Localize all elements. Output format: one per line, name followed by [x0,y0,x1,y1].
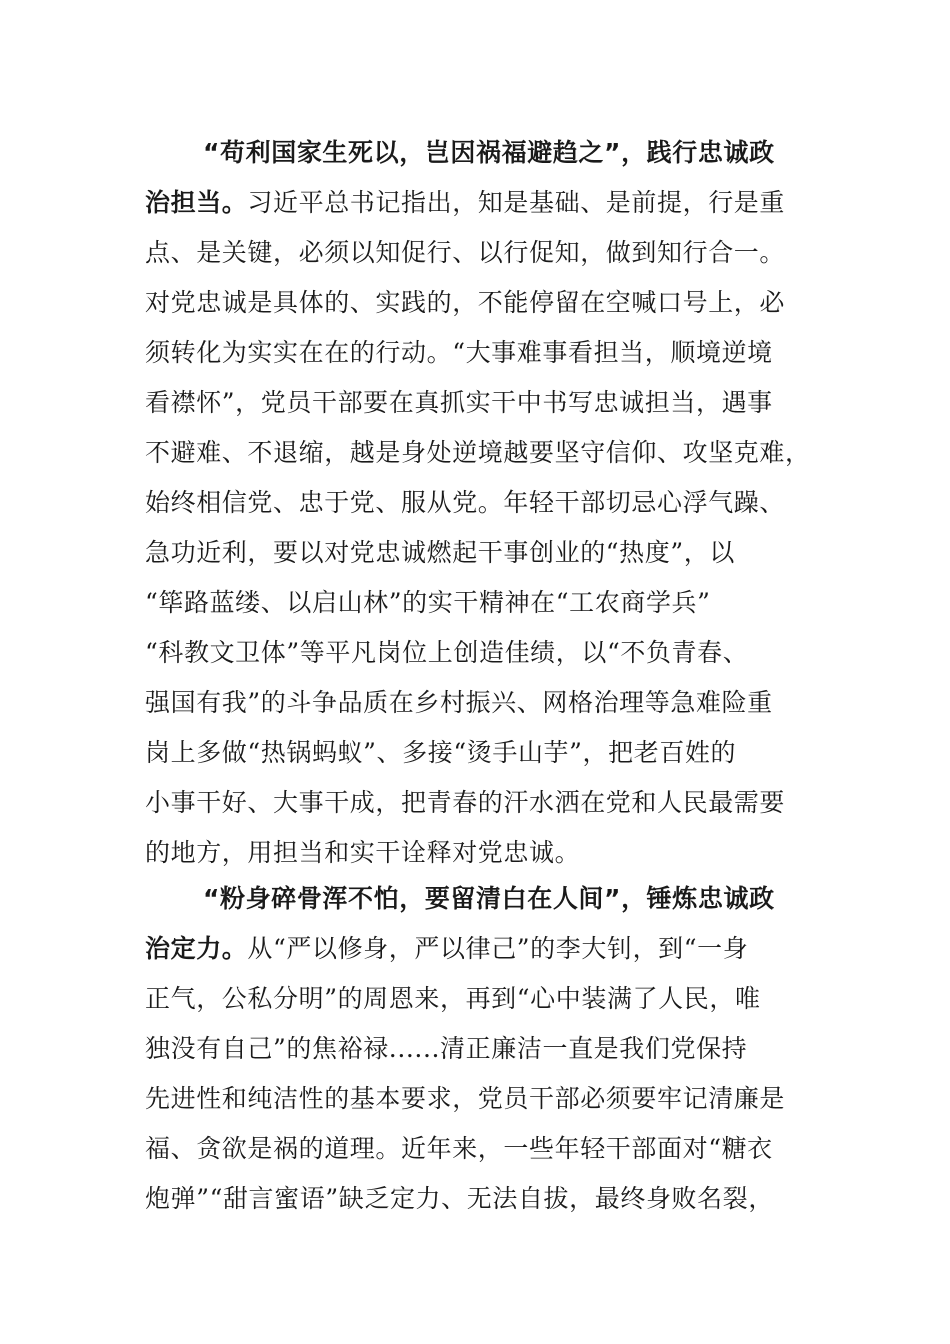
paragraph1-line: 点、是关键，必须以知促行、以行促知，做到知行合一。 [145,238,786,267]
paragraph2-line: 独没有自己”的焦裕禄......清正廉洁一直是我们党保持 [145,1034,748,1063]
paragraph1-line: 不避难、不退缩，越是身处逆境越要坚守信仰、攻坚克难， [145,438,811,467]
paragraph1-line: 始终相信党、忠于党、服从党。年轻干部切忌心浮气躁、 [145,488,786,517]
paragraph1-heading-end: 治担当。 [145,188,248,217]
paragraph1-line: 急功近利，要以对党忠诚燃起干事创业的“热度”，以 [145,538,735,567]
paragraph1-line: 小事干好、大事干成，把青春的汗水洒在党和人民最需要 [145,788,786,817]
paragraph1-heading: “苟利国家生死以，岂因祸福避趋之”，践行忠诚政 [203,138,775,167]
paragraph1-line: 强国有我”的斗争品质在乡村振兴、网格治理等急难险重 [145,688,773,717]
paragraph1-line: 须转化为实实在在的行动。“大事难事看担当，顺境逆境 [145,338,773,367]
paragraph2-line: 福、贪欲是祸的道理。近年来，一些年轻干部面对“糖衣 [145,1134,773,1163]
paragraph1-line: 对党忠诚是具体的、实践的，不能停留在空喊口号上，必 [145,288,786,317]
paragraph1-line [145,178,805,228]
paragraph1-line: 岗上多做“热锅蚂蚁”、多接“烫手山芋”，把老百姓的 [145,738,737,767]
paragraph2-line: 正气，公私分明”的周恩来，再到“心中装满了人民，唯 [145,984,761,1013]
paragraph2-text: 从“严以修身，严以律己”的李大钊，到“一身 [247,934,749,963]
paragraph1-line: 看襟怀”，党员干部要在真抓实干中书写忠诚担当，遇事 [145,388,773,417]
paragraph2-line: 先进性和纯洁性的基本要求，党员干部必须要牢记清廉是 [145,1084,786,1113]
paragraph1-text: 习近平总书记指出，知是基础、是前提，行是重 [247,188,786,217]
paragraph2-line: 炮弹”“甜言蜜语”缺乏定力、无法自拔，最终身败名裂， [145,1184,774,1213]
paragraph2-heading: “粉身碎骨浑不怕，要留清白在人间”，锤炼忠诚政 [203,884,775,913]
paragraph2-heading-end: 治定力。 [145,934,248,963]
paragraph2-line [145,924,805,974]
paragraph1-line: 的地方，用担当和实干诠释对党忠诚。 [145,838,581,867]
paragraph1-line: “科教文卫体”等平凡岗位上创造佳绩，以“不负青春、 [145,638,749,667]
paragraph1-line: “筚路蓝缕、以启山林”的实干精神在“工农商学兵” [145,588,711,617]
